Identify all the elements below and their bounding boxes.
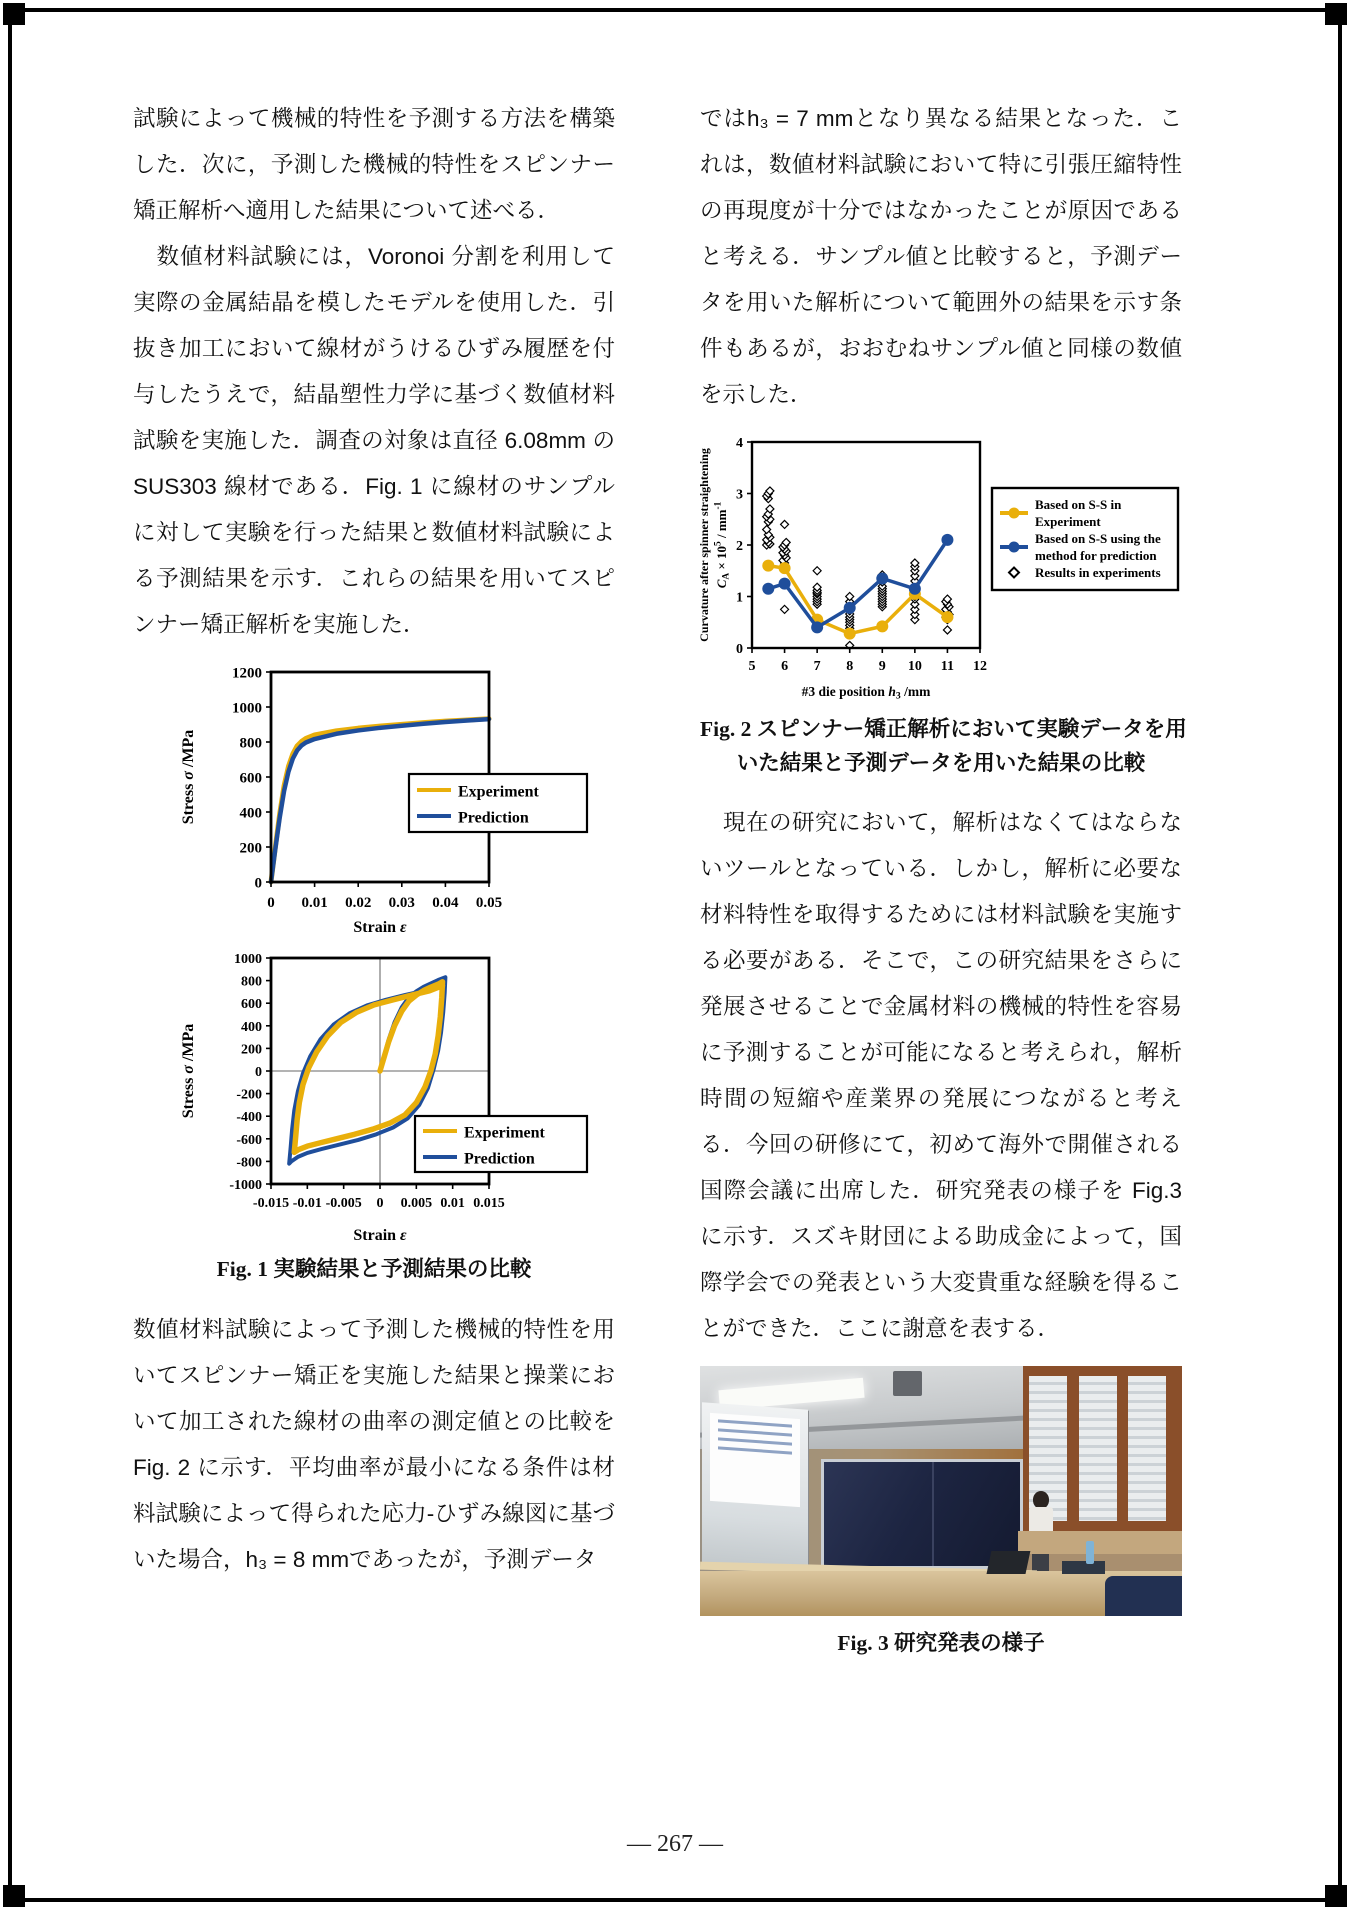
svg-text:600: 600 xyxy=(241,997,262,1013)
svg-text:Strain ε: Strain ε xyxy=(353,1227,407,1244)
photo-projector xyxy=(893,1371,922,1396)
svg-text:0.01: 0.01 xyxy=(440,1196,465,1211)
svg-text:Based on S-S in: Based on S-S in xyxy=(1035,496,1122,512)
svg-text:200: 200 xyxy=(241,1042,262,1058)
svg-text:5: 5 xyxy=(748,659,756,674)
photo-far-desk xyxy=(1018,1531,1182,1554)
svg-text:0.03: 0.03 xyxy=(388,895,415,911)
fig3-caption: Fig. 3 研究発表の様子 xyxy=(837,1631,1045,1655)
svg-text:Strain ε: Strain ε xyxy=(353,919,407,936)
paragraph-method-summary: 試験によって機械的特性を予測する方法を構築した．次に，予測した機械的特性をスピンナー矯正解析へ適用した結果について述べる． xyxy=(133,106,615,223)
svg-text:0: 0 xyxy=(736,642,743,658)
fig2-caption-line1: Fig. 2 スピンナー矯正解析において実験データを用 xyxy=(700,717,1187,741)
svg-text:0: 0 xyxy=(267,895,275,911)
svg-text:0: 0 xyxy=(255,1065,262,1081)
right-column xyxy=(697,96,1187,1657)
svg-text:Experiment: Experiment xyxy=(464,1124,545,1142)
svg-text:Prediction: Prediction xyxy=(458,809,529,827)
svg-text:-200: -200 xyxy=(236,1087,262,1103)
svg-text:3: 3 xyxy=(736,487,743,503)
svg-text:Stress σ /MPa: Stress σ /MPa xyxy=(180,729,197,825)
paragraph-conclusion-acknowledgement: 現在の研究において，解析はなくてはならないツールとなっている．しかし，解析に必要な材料特性を取得するためには材料試験を実施する必要がある．そこで，この研究結果をさらに発展させることで金属材料の機械的特性を容易に予測することが可能になると考えられ，解析時間の短縮や産業界の発展につながると考える．今回の研修にて，初めて海外で開催される国際会議に出席した．研究発表の様子を Fig.3 に示す．スズキ財団による助成金によって，国際学会での発表という大変貴重な経験を得ることができた．ここに謝意を表する． xyxy=(700,810,1182,1341)
svg-text:11: 11 xyxy=(940,659,955,674)
svg-text:1: 1 xyxy=(736,590,743,606)
svg-text:4: 4 xyxy=(736,436,743,452)
svg-text:1200: 1200 xyxy=(232,665,262,682)
svg-text:-0.01: -0.01 xyxy=(292,1196,322,1211)
left-column xyxy=(133,96,615,1583)
svg-text:0.015: 0.015 xyxy=(473,1196,505,1211)
fig2-caption xyxy=(700,712,1187,780)
svg-text:2: 2 xyxy=(736,539,743,555)
svg-text:method for prediction: method for prediction xyxy=(1035,547,1157,563)
svg-text:-600: -600 xyxy=(236,1132,262,1148)
svg-text:12: 12 xyxy=(973,659,987,674)
photo-window xyxy=(1128,1376,1166,1521)
svg-text:Based on S-S using the: Based on S-S using the xyxy=(1035,530,1161,546)
photo-projection-screen xyxy=(702,1402,808,1569)
svg-text:#3 die position h3 /mm: #3 die position h3 /mm xyxy=(801,684,931,702)
photo-chairs xyxy=(1105,1576,1182,1616)
svg-text:CA × 105 / mm-1: CA × $10^5 / mm^{-1}$ xyxy=(713,501,732,589)
svg-text:800: 800 xyxy=(241,974,262,990)
paragraph-numerical-material-test: 数値材料試験には，Voronoi 分割を利用して実際の金属結晶を模したモデルを使用した．引抜き加工において線材がうけるひずみ履歴を付与したうえで，結晶塑性力学に基づく数値材料試験を実施した．調査の対象は直径 6.08mm のSUS303 線材である．Fig. 1 に線材のサンプルに対して実験を行った結果と数値材料試験による予測結果を示す．これらの結果を用いてスピンナー矯正解析を実施した． xyxy=(133,244,615,637)
page-corner-mark xyxy=(1325,3,1347,25)
svg-text:Prediction: Prediction xyxy=(464,1150,535,1168)
svg-text:-400: -400 xyxy=(236,1110,262,1126)
svg-text:0.01: 0.01 xyxy=(301,895,328,911)
fig1-stress-strain-chart xyxy=(163,658,593,936)
svg-text:-800: -800 xyxy=(236,1155,262,1171)
svg-text:0: 0 xyxy=(376,1196,384,1211)
svg-text:Stress σ /MPa: Stress σ /MPa xyxy=(180,1023,197,1119)
page-corner-mark xyxy=(3,1885,25,1907)
photo-blackboard-divider xyxy=(932,1462,934,1567)
photo-laptop xyxy=(987,1551,1030,1574)
svg-text:200: 200 xyxy=(239,840,262,857)
svg-text:-1000: -1000 xyxy=(229,1178,262,1194)
svg-text:Results in experiments: Results in experiments xyxy=(1035,564,1161,580)
svg-text:9: 9 xyxy=(878,659,886,674)
photo-window xyxy=(1079,1376,1117,1521)
svg-text:1000: 1000 xyxy=(234,952,262,968)
svg-text:0.04: 0.04 xyxy=(432,895,459,911)
svg-text:Curvature after spinner straig: Curvature after spinner straightening xyxy=(697,448,711,642)
svg-text:600: 600 xyxy=(239,770,262,787)
svg-text:10: 10 xyxy=(907,659,922,674)
fig1-caption: Fig. 1 実験結果と予測結果の比較 xyxy=(216,1257,532,1281)
svg-text:6: 6 xyxy=(781,659,789,674)
photo-laptop-bag xyxy=(1062,1561,1105,1574)
svg-text:8: 8 xyxy=(846,659,854,674)
svg-text:0: 0 xyxy=(254,875,262,892)
svg-text:0.005: 0.005 xyxy=(400,1196,433,1211)
svg-text:800: 800 xyxy=(239,735,262,752)
paragraph-comparison-discussion: ではh₃ = 7 mmとなり異なる結果となった．これは，数値材料試験において特に引張圧縮特性の再現度が十分ではなかったことが原因であると考える．サンプル値と比較すると，予測データを用いた解析について範囲外の結果を示す条件もあるが，おおむねサンプル値と同様の数値を示した． xyxy=(700,106,1182,407)
svg-text:Experiment: Experiment xyxy=(1035,513,1101,529)
svg-text:0.02: 0.02 xyxy=(345,895,372,911)
svg-text:0.05: 0.05 xyxy=(475,895,503,911)
svg-text:7: 7 xyxy=(813,659,821,674)
svg-text:400: 400 xyxy=(239,805,262,822)
fig3-photo xyxy=(700,1366,1182,1616)
photo-water-bottle xyxy=(1086,1541,1095,1564)
photo-presenter-head xyxy=(1033,1491,1049,1509)
paragraph-spinner-straightening-result: 数値材料試験によって予測した機械的特性を用いてスピンナー矯正を実施した結果と操業において加工された線材の曲率の測定値との比較を Fig. 2 に示す．平均曲率が最小になる条件は材料試験によって得られた応力-ひずみ線図に基づいた場合，h₃ = 8 mmであったが，予測データ xyxy=(133,1317,615,1572)
svg-text:1000: 1000 xyxy=(232,700,262,717)
svg-text:400: 400 xyxy=(241,1019,262,1035)
svg-text:Experiment: Experiment xyxy=(458,783,539,801)
svg-text:-0.005: -0.005 xyxy=(325,1196,362,1211)
page-corner-mark xyxy=(3,3,25,25)
fig2-caption-line2: いた結果と予測データを用いた結果の比較 xyxy=(736,751,1146,775)
fig1-hysteresis-chart xyxy=(163,946,593,1248)
photo-presentation-slide xyxy=(711,1412,800,1506)
svg-text:-0.015: -0.015 xyxy=(252,1196,290,1211)
page-corner-mark xyxy=(1325,1885,1347,1907)
page-number: — 267 — xyxy=(627,1831,723,1857)
fig2-curvature-chart xyxy=(696,432,1182,704)
